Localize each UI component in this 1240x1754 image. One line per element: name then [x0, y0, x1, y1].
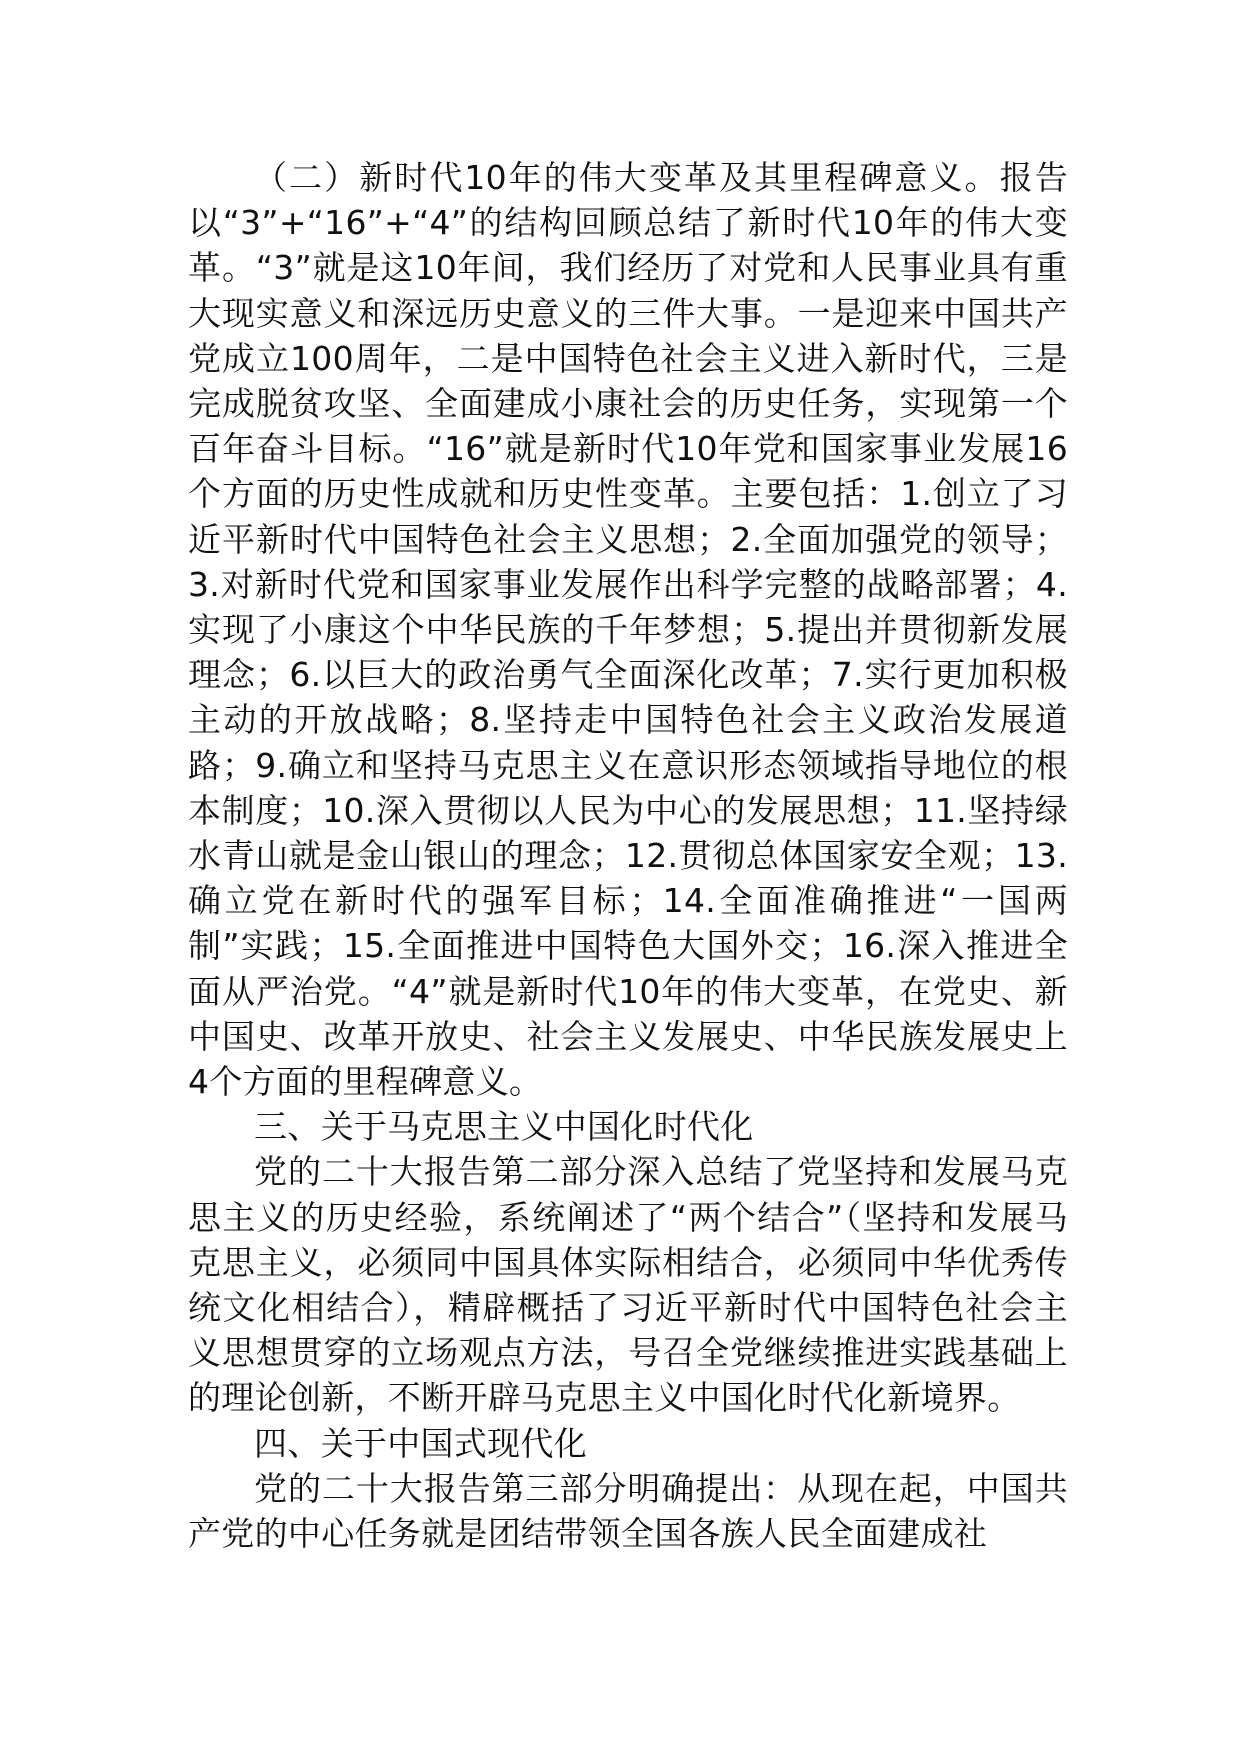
document-page — [188, 155, 1068, 1556]
section-heading-chinese-modernization: 四、关于中国式现代化 — [254, 1423, 587, 1463]
section-heading-marxism-sinicization: 三、关于马克思主义中国化时代化 — [254, 1107, 754, 1147]
paragraph-marxism-sinicization: 党的二十大报告第二部分深入总结了党坚持和发展马克思主义的历史经验，系统阐述了“两个结合”（坚持和发展马克思主义，必须同中国具体实际相结合，必须同中华优秀传统文化相结合），精辟概括了习近平新时代中国特色社会主义思想贯穿的立场观点方法，号召全党继续推进实践基础上的理论创新，不断开辟马克思主义中国化时代化新境界。 — [188, 1152, 1068, 1418]
paragraph-chinese-modernization: 党的二十大报告第三部分明确提出：从现在起，中国共产党的中心任务就是团结带领全国各族人民全面建成社 — [188, 1468, 1068, 1554]
paragraph-great-changes: （二）新时代10年的伟大变革及其里程碑意义。报告以“3”+“16”+“4”的结构回顾总结了新时代10年的伟大变革。“3”就是这10年间，我们经历了对党和人民事业具有重大现实意义和深远历史意义的三件大事。一是迎来中国共产党成立100周年，二是中国特色社会主义进入新时代，三是完成脱贫攻坚、全面建成小康社会的历史任务，实现第一个百年奋斗目标。“16”就是新时代10年党和国家事业发展16个方面的历史性成就和历史性变革。主要包括：1.创立了习近平新时代中国特色社会主义思想；2.全面加强党的领导；3.对新时代党和国家事业发展作出科学完整的战略部署；4.实现了小康这个中华民族的千年梦想；5.提出并贯彻新发展理念；6.以巨大的政治勇气全面深化改革；7.实行更加积极主动的开放战略；8.坚持走中国特色社会主义政治发展道路；9.确立和坚持马克思主义在意识形态领域指导地位的根本制度；10.深入贯彻以人民为中心的发展思想；11.坚持绿水青山就是金山银山的理念；12.贯彻总体国家安全观；13.确立党在新时代的强军目标；14.全面准确推进“一国两制”实践；15.全面推进中国特色大国外交；16.深入推进全面从严治党。“4”就是新时代10年的伟大变革，在党史、新中国史、改革开放史、社会主义发展史、中华民族发展史上4个方面的里程碑意义。 — [188, 158, 1068, 1102]
